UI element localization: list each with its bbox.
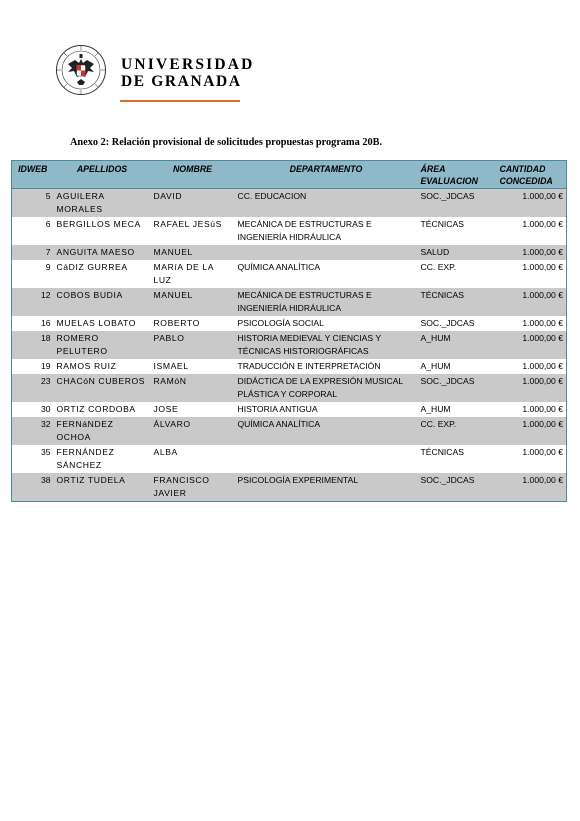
table-row [12, 445, 567, 473]
cell-departamento: DIDÁCTICA DE LA EXPRESIÓN MUSICAL PLÁSTICA Y CORPORAL [237, 376, 403, 399]
cell-area: SALUD [420, 247, 450, 257]
cell-departamento: CC. EDUCACION [237, 191, 307, 201]
applications-table [11, 160, 567, 502]
cell-nombre: ÁLVARO [153, 419, 191, 429]
cell-nombre: FRANCISCO JAVIER [153, 475, 210, 498]
cell-cantidad: 1.000,00 € [522, 419, 563, 429]
table-row [12, 316, 567, 331]
cell-departamento: HISTORIA MEDIEVAL Y CIENCIAS Y TÉCNICAS HISTORIOGRÁFICAS [237, 333, 381, 356]
cell-area: A_HUM [420, 361, 451, 371]
cell-nombre: DAVID [153, 191, 183, 201]
cell-area: CC. EXP. [420, 262, 457, 272]
cell-cantidad: 1.000,00 € [522, 361, 563, 371]
table-row [12, 217, 567, 245]
university-name-line1: UNIVERSIDAD [121, 56, 255, 73]
university-name-line2: DE GRANADA [121, 73, 242, 90]
cell-departamento: MECÁNICA DE ESTRUCTURAS E INGENIERÍA HIDRÁULICA [237, 290, 372, 313]
cell-departamento: HISTORIA ANTIGUA [237, 404, 318, 414]
university-logo [55, 44, 255, 96]
annex-title: Anexo 2: Relación provisional de solicitudes propuestas programa 20B. [70, 137, 383, 148]
cell-idweb: 18 [40, 333, 51, 343]
cell-nombre: ALBA [153, 447, 178, 457]
cell-area: SOC._JDCAS [420, 376, 475, 386]
cell-apellidos: ROMERO PELUTERO [56, 333, 108, 356]
cell-nombre: RAFAEL JESúS [153, 219, 222, 229]
table-row [12, 417, 567, 445]
cell-cantidad: 1.000,00 € [522, 262, 563, 272]
cell-cantidad: 1.000,00 € [522, 376, 563, 386]
table-row [12, 359, 567, 374]
university-name [121, 56, 255, 90]
table-row [12, 260, 567, 288]
cell-idweb: 35 [40, 447, 51, 457]
cell-area: SOC._JDCAS [420, 475, 475, 485]
cell-idweb: 38 [40, 475, 51, 485]
cell-apellidos: AGUILERA MORALES [56, 191, 105, 214]
cell-cantidad: 1.000,00 € [522, 318, 563, 328]
cell-idweb: 19 [40, 361, 51, 371]
cell-idweb: 12 [40, 290, 51, 300]
cell-apellidos: ORTIZ CORDOBA [56, 404, 136, 414]
cell-departamento: MECÁNICA DE ESTRUCTURAS E INGENIERÍA HIDRÁULICA [237, 219, 372, 242]
table-row [12, 331, 567, 359]
cell-area: TÉCNICAS [420, 447, 464, 457]
cell-area: CC. EXP. [420, 419, 457, 429]
cell-idweb: 23 [40, 376, 51, 386]
header-cantidad-concedida: CANTIDAD CONCEDIDA [497, 161, 567, 189]
cell-departamento: QUÍMICA ANALÍTICA [237, 262, 321, 272]
cell-cantidad: 1.000,00 € [522, 447, 563, 457]
cell-nombre: RAMóN [153, 376, 187, 386]
cell-idweb: 9 [45, 262, 51, 272]
header-area-evaluacion: ÁREA EVALUACION [418, 161, 497, 189]
cell-departamento: PSICOLOGÍA SOCIAL [237, 318, 324, 328]
cell-nombre: MARíA DE LA LUZ [153, 262, 214, 285]
cell-apellidos: COBOS BUDIA [56, 290, 123, 300]
logo-underline [120, 100, 240, 102]
cell-idweb: 6 [45, 219, 51, 229]
cell-area: TÉCNICAS [420, 219, 464, 229]
cell-nombre: ROBERTO [153, 318, 200, 328]
cell-nombre: MANUEL [153, 247, 193, 257]
cell-cantidad: 1.000,00 € [522, 247, 563, 257]
cell-nombre: PABLO [153, 333, 185, 343]
cell-nombre: ISMAEL [153, 361, 189, 371]
cell-apellidos: CHACóN CUBEROS [56, 376, 146, 386]
cell-departamento [235, 245, 418, 260]
header-idweb: IDWEB [12, 161, 54, 189]
cell-departamento: QUÍMICA ANALÍTICA [237, 419, 321, 429]
cell-area: SOC._JDCAS [420, 318, 475, 328]
cell-departamento: TRADUCCIÓN E INTERPRETACIÓN [237, 361, 381, 371]
cell-apellidos: RAMOS RUIZ [56, 361, 117, 371]
cell-departamento [235, 445, 418, 473]
table-row [12, 245, 567, 260]
cell-cantidad: 1.000,00 € [522, 333, 563, 343]
cell-area: SOC._JDCAS [420, 191, 475, 201]
cell-apellidos: MUELAS LOBATO [56, 318, 137, 328]
table-header-row [12, 161, 567, 189]
cell-apellidos: FERNáNDEZ OCHOA [56, 419, 114, 442]
cell-idweb: 30 [40, 404, 51, 414]
university-seal-icon [55, 44, 107, 96]
cell-idweb: 7 [45, 247, 51, 257]
cell-apellidos: ORTIZ TUDELA [56, 475, 126, 485]
cell-apellidos: CáDIZ GURREA [56, 262, 128, 272]
cell-idweb: 5 [45, 191, 51, 201]
cell-idweb: 32 [40, 419, 51, 429]
cell-area: TÉCNICAS [420, 290, 464, 300]
cell-nombre: JOSE [153, 404, 179, 414]
cell-cantidad: 1.000,00 € [522, 475, 563, 485]
table-row [12, 374, 567, 402]
cell-area: A_HUM [420, 404, 451, 414]
header-apellidos: APELLIDOS [54, 161, 151, 189]
cell-cantidad: 1.000,00 € [522, 219, 563, 229]
cell-apellidos: BERGILLOS MECA [56, 219, 141, 229]
cell-apellidos: ANGUITA MAESO [56, 247, 135, 257]
table-row [12, 473, 567, 502]
cell-cantidad: 1.000,00 € [522, 290, 563, 300]
table-row [12, 288, 567, 316]
table-row [12, 189, 567, 218]
cell-area: A_HUM [420, 333, 451, 343]
cell-cantidad: 1.000,00 € [522, 191, 563, 201]
cell-apellidos: FERNÁNDEZ SÁNCHEZ [56, 447, 115, 470]
table-body [12, 189, 567, 502]
table-row [12, 402, 567, 417]
cell-idweb: 16 [40, 318, 51, 328]
header-nombre: NOMBRE [151, 161, 235, 189]
cell-cantidad: 1.000,00 € [522, 404, 563, 414]
header-departamento: DEPARTAMENTO [235, 161, 418, 189]
cell-departamento: PSICOLOGÍA EXPERIMENTAL [237, 475, 359, 485]
cell-nombre: MANUEL [153, 290, 193, 300]
